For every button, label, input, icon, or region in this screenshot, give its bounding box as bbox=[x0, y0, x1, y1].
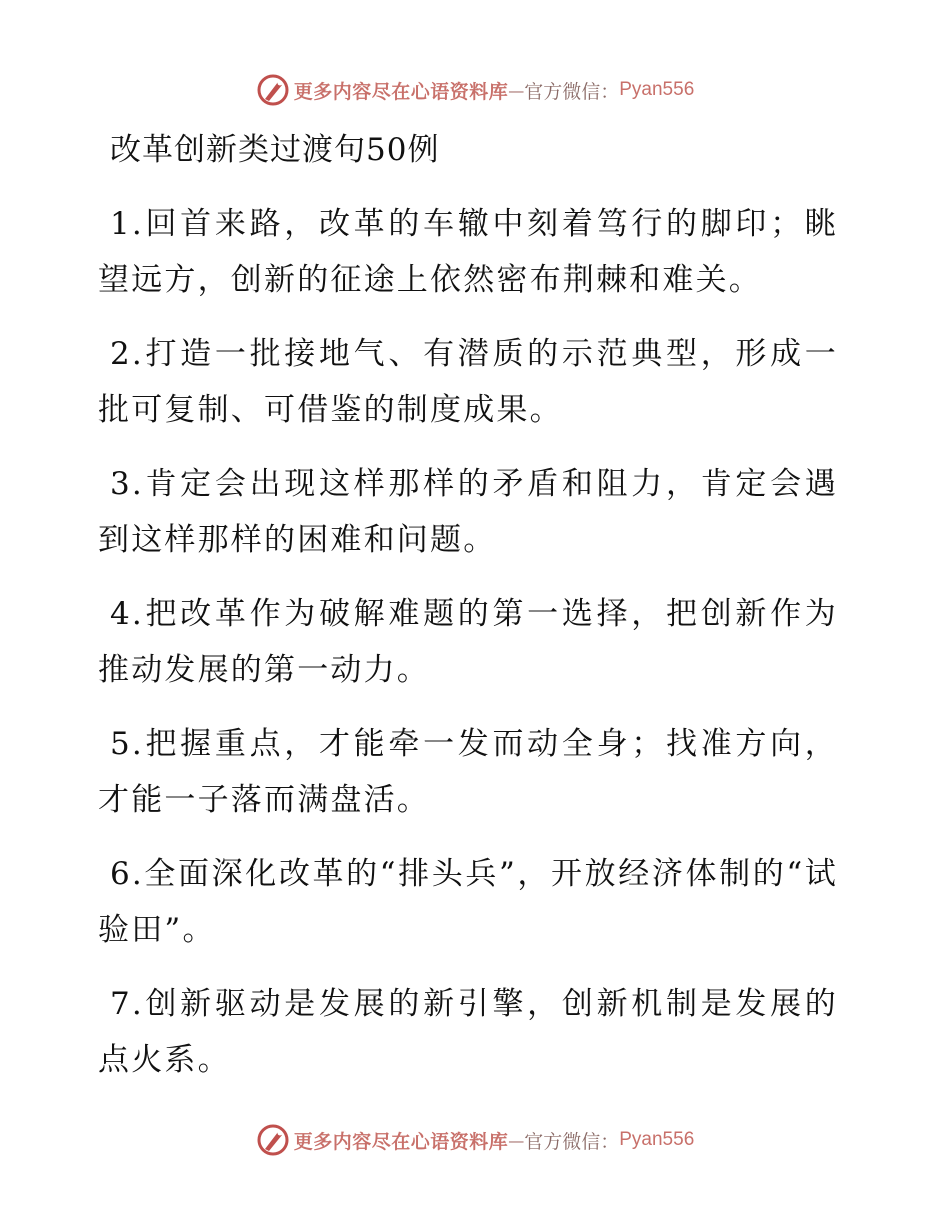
footer-banner bbox=[0, 1120, 950, 1160]
item-list bbox=[98, 196, 838, 1106]
banner-wechat-label: 官方微信： bbox=[524, 1130, 620, 1153]
list-item: 7.创新驱动是发展的新引擎，创新机制是发展的点火系。 bbox=[98, 986, 838, 1078]
list-item: 3.肯定会出现这样那样的矛盾和阻力，肯定会遇到这样那样的困难和问题。 bbox=[98, 466, 838, 558]
banner-text: 更多内容尽在心语资料库 bbox=[293, 80, 509, 103]
pen-logo-icon bbox=[256, 1123, 290, 1157]
banner-wechat-id: Pyan556 bbox=[619, 1129, 695, 1150]
list-item: 6.全面深化改革的“排头兵”，开放经济体制的“试验田”。 bbox=[98, 856, 838, 948]
list-item: 4.把改革作为破解难题的第一选择，把创新作为推动发展的第一动力。 bbox=[98, 596, 838, 688]
banner-separator: — bbox=[508, 1130, 525, 1150]
list-item: 5.把握重点，才能牵一发而动全身；找准方向，才能一子落而满盘活。 bbox=[98, 726, 838, 818]
list-item: 2.打造一批接地气、有潜质的示范典型，形成一批可复制、可借鉴的制度成果。 bbox=[98, 336, 838, 428]
banner-wechat-id: Pyan556 bbox=[619, 79, 695, 100]
list-item: 1.回首来路，改革的车辙中刻着笃行的脚印；眺望远方，创新的征途上依然密布荆棘和难关。 bbox=[98, 206, 838, 298]
banner-separator: — bbox=[508, 80, 525, 100]
banner-text: 更多内容尽在心语资料库 bbox=[293, 1130, 509, 1153]
document-title: 改革创新类过渡句50例 bbox=[110, 132, 440, 168]
pen-logo-icon bbox=[256, 73, 290, 107]
banner-wechat-label: 官方微信： bbox=[524, 80, 620, 103]
header-banner bbox=[0, 70, 950, 110]
